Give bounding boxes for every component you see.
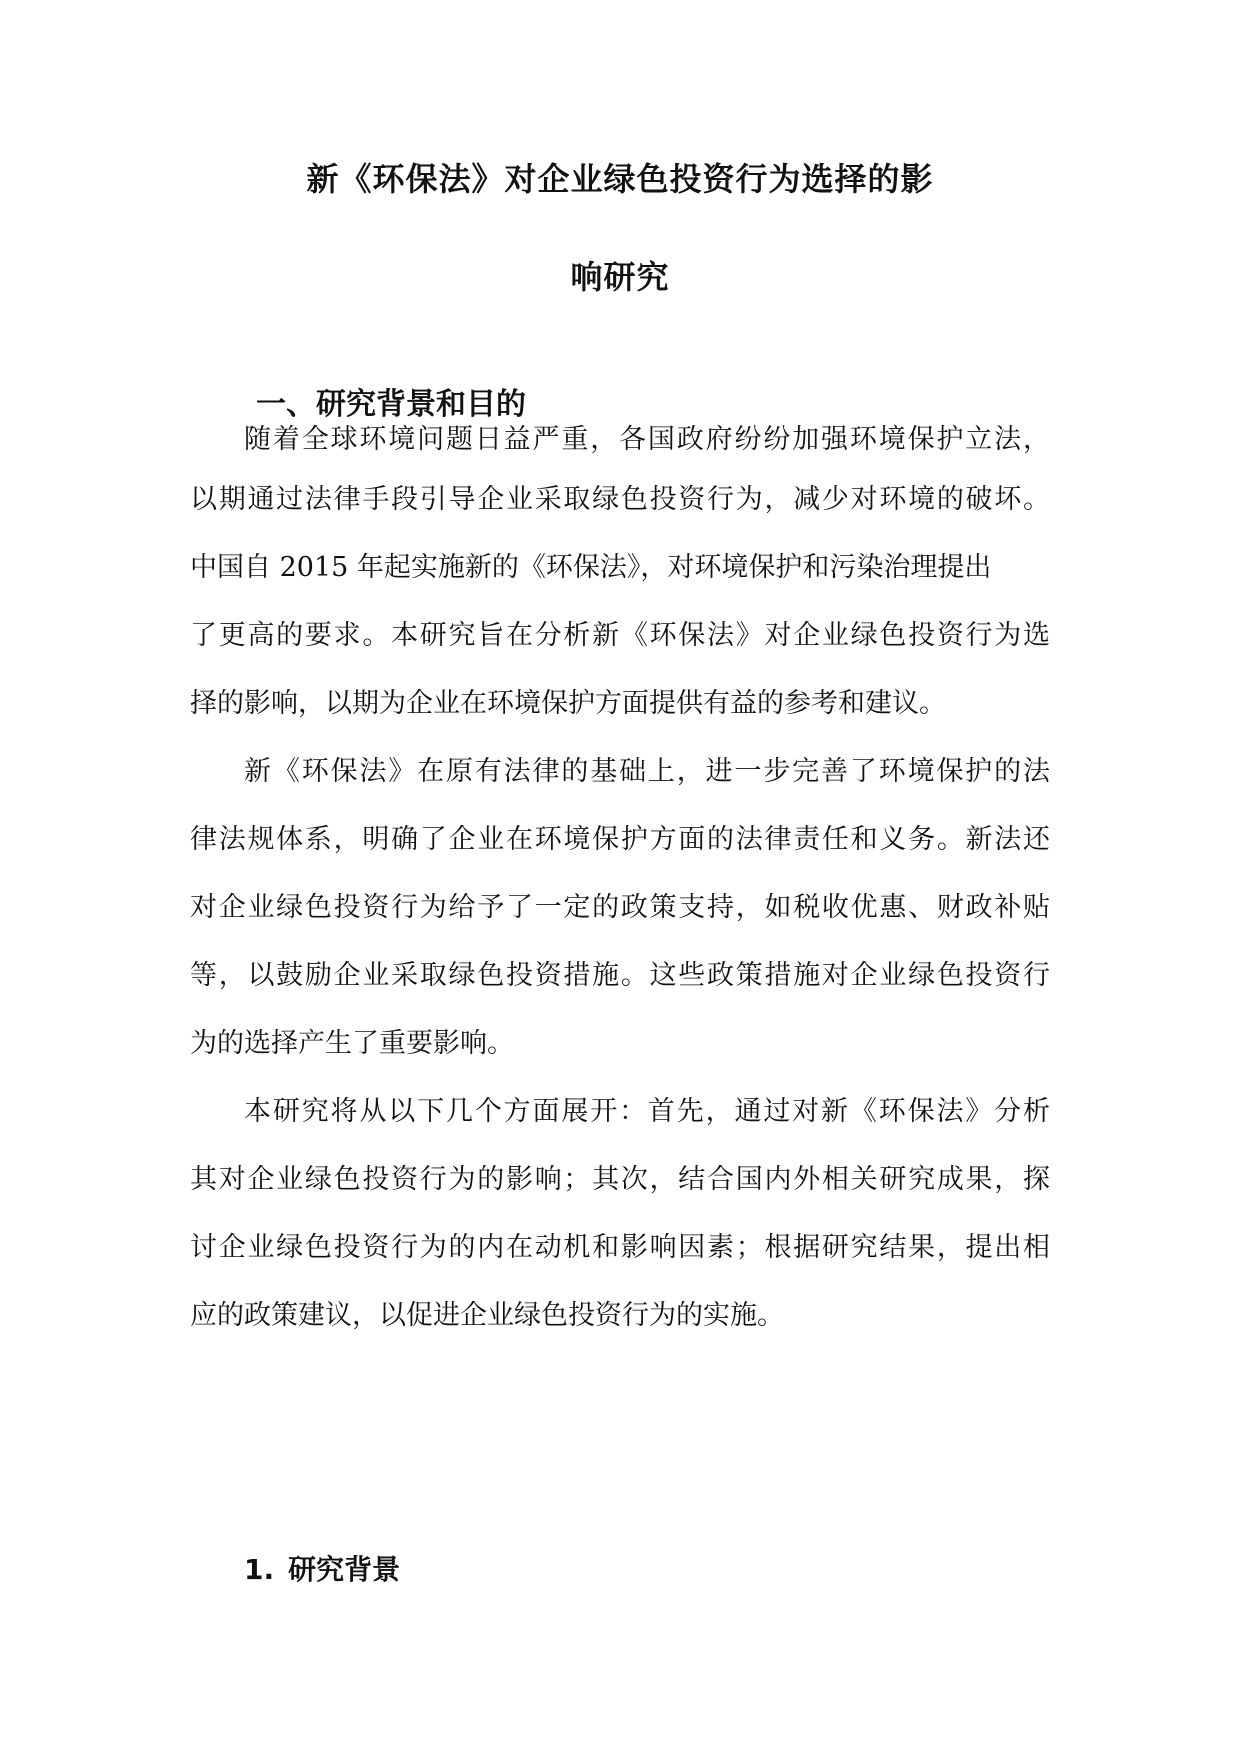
subsection-title: 研究背景 xyxy=(288,1553,401,1586)
paragraph-3-line-4: 应的政策建议，以促进企业绿色投资行为的实施。 xyxy=(190,1300,784,1331)
paragraph-1-line-5: 择的影响，以期为企业在环境保护方面提供有益的参考和建议。 xyxy=(190,688,946,719)
subsection-number: 1. xyxy=(244,1553,275,1586)
paragraph-2-line-4: 等，以鼓励企业采取绿色投资措施。这些政策措施对企业绿色投资行 xyxy=(190,960,1050,991)
paragraph-1-line-2: 以期通过法律手段引导企业采取绿色投资行为，减少对环境的破坏。 xyxy=(190,484,1050,515)
paragraph-3-line-3: 讨企业绿色投资行为的内在动机和影响因素；根据研究结果，提出相 xyxy=(190,1232,1050,1263)
paragraph-1-line-3: 中国自 2015 年起实施新的《环保法》，对环境保护和污染治理提出 xyxy=(190,552,992,583)
section-heading: 一、研究背景和目的 xyxy=(256,387,526,422)
paragraph-1-line-4: 了更高的要求。本研究旨在分析新《环保法》对企业绿色投资行为选 xyxy=(190,620,1050,651)
document-title-line-1: 新《环保法》对企业绿色投资行为选择的影 xyxy=(306,160,934,198)
paragraph-1-line-1: 随着全球环境问题日益严重，各国政府纷纷加强环境保护立法， xyxy=(244,424,1050,455)
paragraph-2-line-3: 对企业绿色投资行为给予了一定的政策支持，如税收优惠、财政补贴 xyxy=(190,892,1050,923)
subsection-heading xyxy=(244,1548,400,1588)
paragraph-3-line-2: 其对企业绿色投资行为的影响；其次，结合国内外相关研究成果，探 xyxy=(190,1164,1050,1195)
paragraph-2-line-1: 新《环保法》在原有法律的基础上，进一步完善了环境保护的法 xyxy=(244,756,1050,787)
paragraph-2-line-5: 为的选择产生了重要影响。 xyxy=(190,1028,514,1059)
document-title-line-2: 响研究 xyxy=(570,258,670,296)
paragraph-2-line-2: 律法规体系，明确了企业在环境保护方面的法律责任和义务。新法还 xyxy=(190,824,1050,855)
paragraph-3-line-1: 本研究将从以下几个方面展开：首先，通过对新《环保法》分析 xyxy=(244,1096,1050,1127)
